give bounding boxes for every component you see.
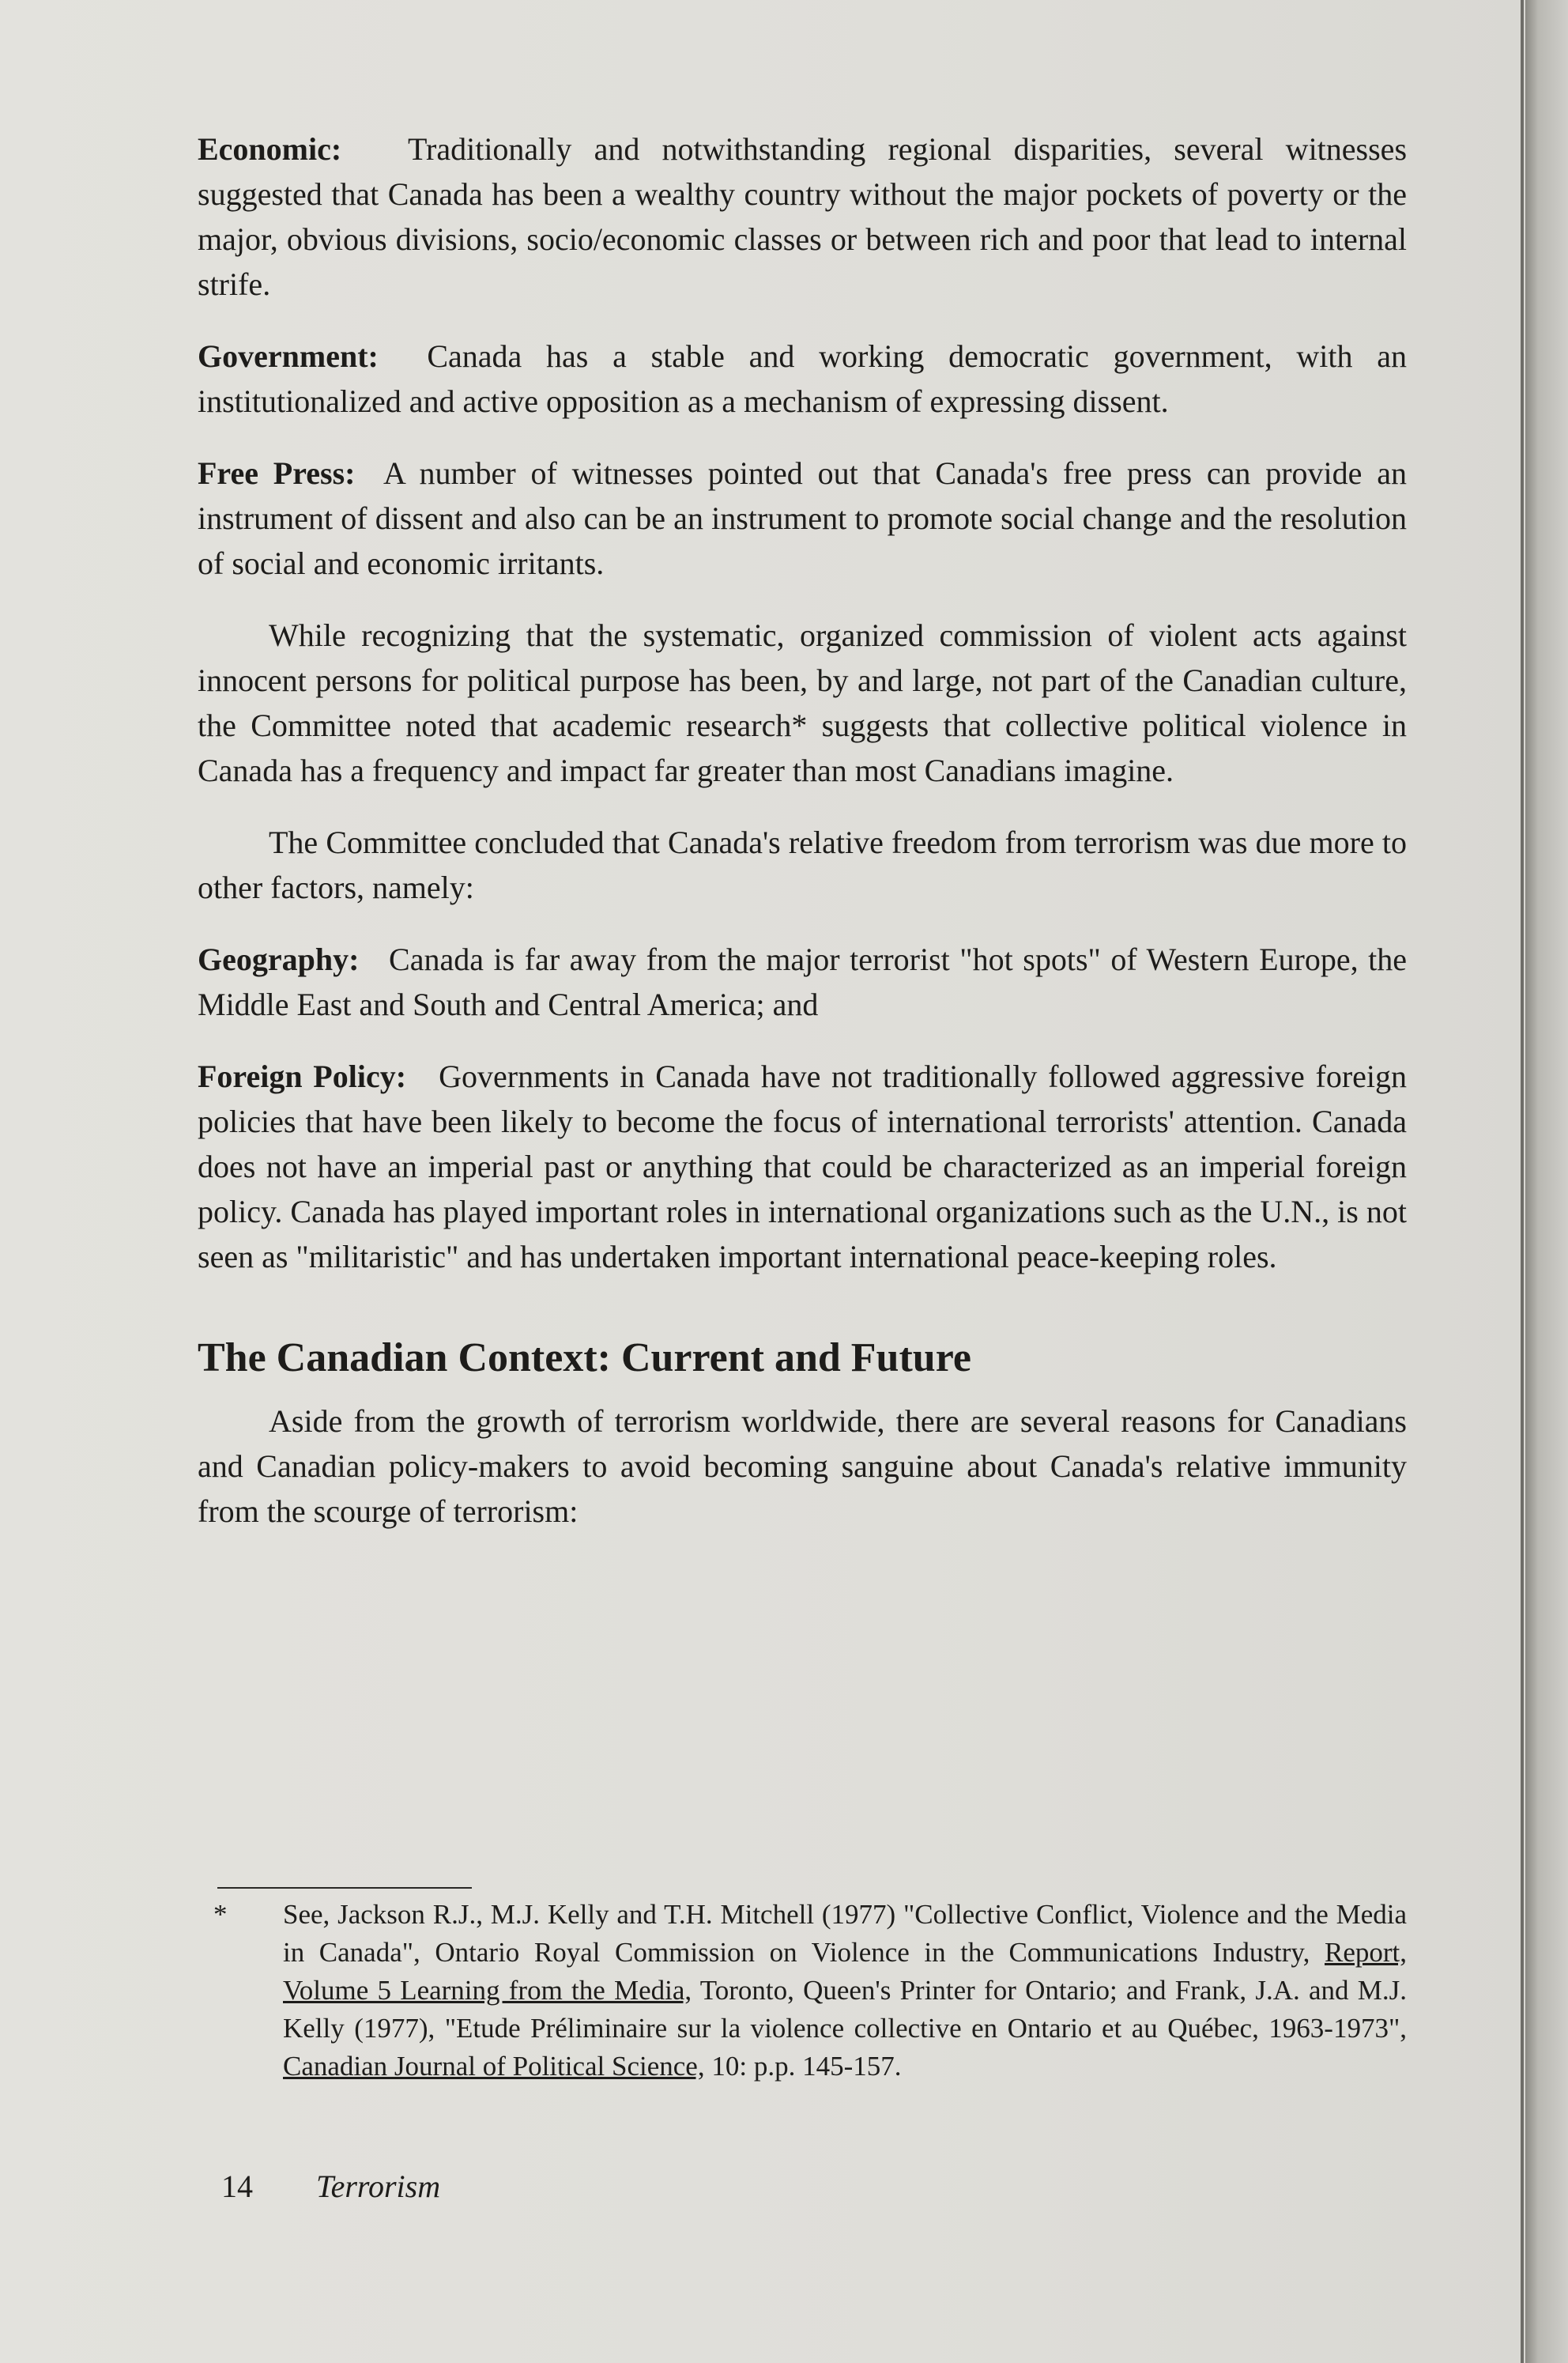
government-text: Canada has a stable and working democratic government, with an institutionalized and active opposition as a mechanism of expressing dissent. [198, 338, 1408, 419]
footnote [213, 1896, 1407, 2086]
footnote-marker: * [213, 1899, 228, 1930]
economic-text: Traditionally and notwithstanding regional disparities, several witnesses suggested that Canada has been a wealthy country without the major pockets of poverty or the major, obvious divisions, socio/economic classes or between rich and poor that lead to internal strife. [198, 131, 1408, 302]
free-press-paragraph [198, 451, 1407, 586]
footnote-text-1: See, Jackson R.J., M.J. Kelly and T.H. Mitchell (1977) "Collective Conflict, Violence and the Media in Canada", Ontario Royal Commission on Violence in the Communications Industry, [283, 1899, 1407, 1968]
foreign-policy-text: Governments in Canada have not traditionally followed aggressive foreign policies that have been likely to become the focus of international terrorists' attention. Canada does not have an imperial past or anything that could be characterized as an imperial foreign policy. Canada has played important roles in international organizations such as the U.N., is not seen as "militaristic" and has undertaken important international peace-keeping roles. [198, 1059, 1408, 1274]
footnote-journal: Canadian Journal of Political Science, [283, 2051, 705, 2082]
free-press-term: Free Press: [198, 455, 356, 491]
economic-term: Economic: [198, 131, 342, 167]
footnote-report-title: Report, Volume 5 Learning from the Media, [283, 1937, 1408, 2006]
running-title: Terrorism [316, 2169, 441, 2204]
section-heading: The Canadian Context: Current and Future [198, 1335, 971, 1380]
foreign-policy-term: Foreign Policy: [198, 1059, 407, 1094]
government-term: Government: [198, 338, 379, 374]
page-edge-shadow [1525, 0, 1568, 2363]
footnote-text-3: 10: p.p. 145-157. [711, 2051, 902, 2082]
free-press-text: A number of witnesses pointed out that Canada's free press can provide an instrument of dissent and also can be an instrument to promote social change and the resolution of social and economic irritants. [198, 455, 1407, 581]
footnote-body [283, 1896, 1407, 2086]
government-paragraph [198, 334, 1407, 424]
concluded-paragraph: The Committee concluded that Canada's relative freedom from terrorism was due more to other factors, namely: [198, 825, 1407, 905]
page-content [198, 126, 1407, 1534]
geography-term: Geography: [198, 942, 360, 977]
footnote-rule [217, 1887, 472, 1889]
page-edge-line [1521, 0, 1524, 2363]
page-number: 14 [221, 2169, 253, 2204]
recognizing-paragraph: While recognizing that the systematic, organized commission of violent acts against innocent persons for political purpose has been, by and large, not part of the Canadian culture, the Committee noted that academic research* suggests that collective political violence in Canada has a frequency and impact far greater than most Canadians imagine. [198, 617, 1407, 788]
page-footer [221, 2168, 440, 2205]
geography-paragraph [198, 937, 1407, 1027]
footnote-text-2: Toronto, Queen's Printer for Ontario; and Frank, J.A. and M.J. Kelly (1977), "Etude Préliminaire sur la violence collective en Ontario et au Québec, 1963-1973", [283, 1975, 1407, 2044]
geography-text: Canada is far away from the major terrorist "hot spots" of Western Europe, the Middle East and South and Central America; and [198, 942, 1408, 1022]
aside-paragraph: Aside from the growth of terrorism worldwide, there are several reasons for Canadians and Canadian policy-makers to avoid becoming sanguine about Canada's relative immunity from the scourge of terrorism: [198, 1403, 1407, 1529]
foreign-policy-paragraph [198, 1054, 1407, 1279]
economic-paragraph [198, 126, 1407, 307]
